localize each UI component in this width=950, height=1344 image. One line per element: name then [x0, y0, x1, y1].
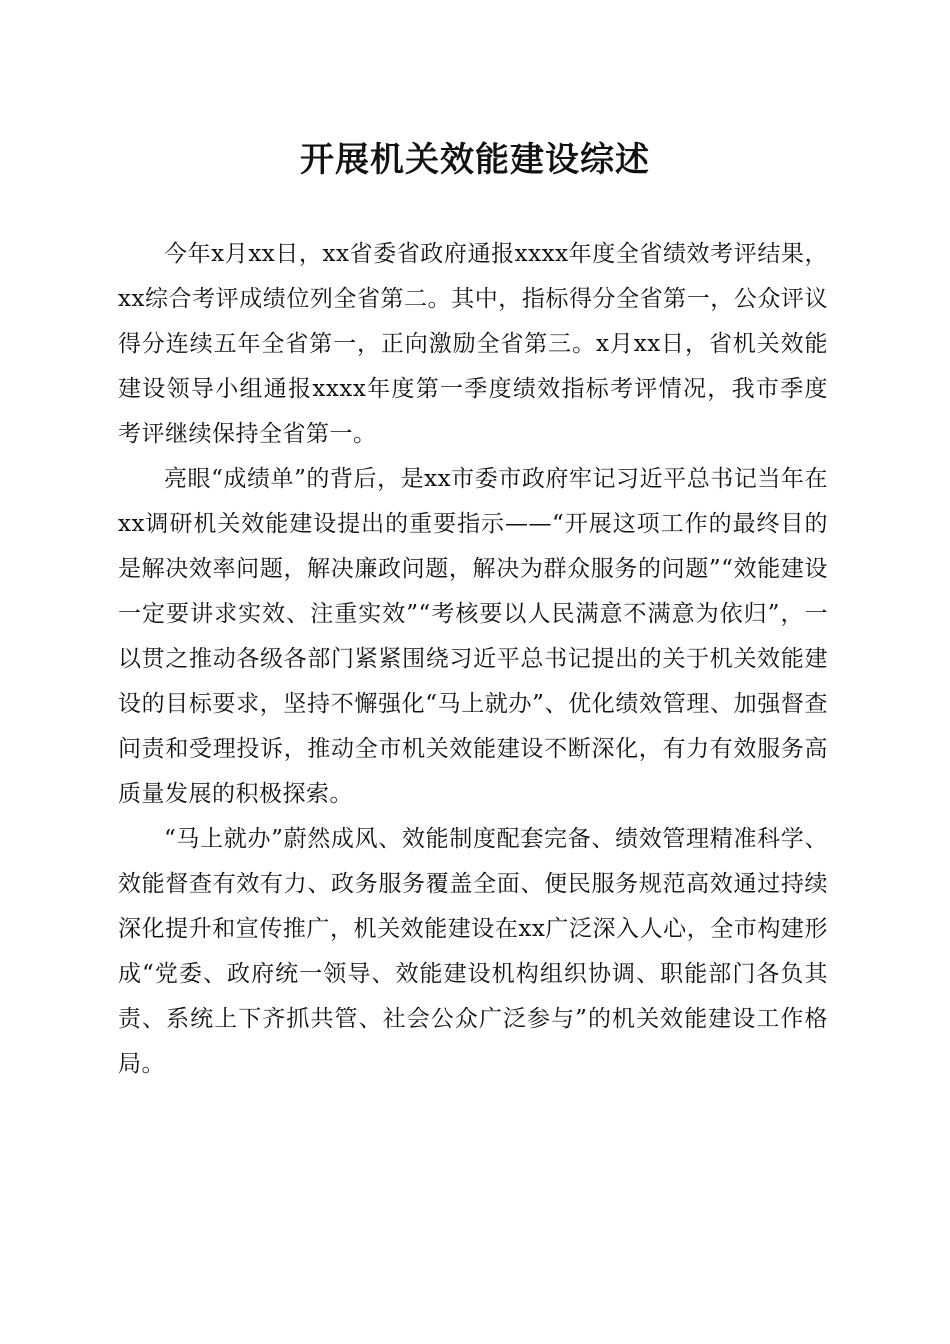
document-body: [118, 232, 828, 1087]
body-paragraph-3: “马上就办”蔚然成风、效能制度配套完备、绩效管理精准科学、效能督查有效有力、政务服务覆盖全面、便民服务规范高效通过持续深化提升和宣传推广，机关效能建设在xx广泛深入人心，全市构建形成“党委、政府统一领导、效能建设机构组织协调、职能部门各负其责、系统上下齐抓共管、社会公众广泛参与”的机关效能建设工作格局。: [118, 826, 828, 1077]
body-paragraph-2: 亮眼“成绩单”的背后，是xx市委市政府牢记习近平总书记当年在xx调研机关效能建设提出的重要指示——“开展这项工作的最终目的是解决效率问题，解决廉政问题，解决为群众服务的问题”“效能建设一定要讲求实效、注重实效”“考核要以人民满意不满意为依归”，一以贯之推动各级各部门紧紧围绕习近平总书记提出的关于机关效能建设的目标要求，坚持不懈强化“马上就办”、优化绩效管理、加强督查问责和受理投诉，推动全市机关效能建设不断深化，有力有效服务高质量发展的积极探索。: [118, 466, 828, 807]
body-paragraph-1: 今年x月xx日，xx省委省政府通报xxxx年度全省绩效考评结果，xx综合考评成绩位列全省第二。其中，指标得分全省第一，公众评议得分连续五年全省第一，正向激励全省第三。x月xx日，省机关效能建设领导小组通报xxxx年度第一季度绩效指标考评情况，我市季度考评继续保持全省第一。: [118, 241, 828, 447]
document-title: 开展机关效能建设综述: [300, 140, 650, 180]
